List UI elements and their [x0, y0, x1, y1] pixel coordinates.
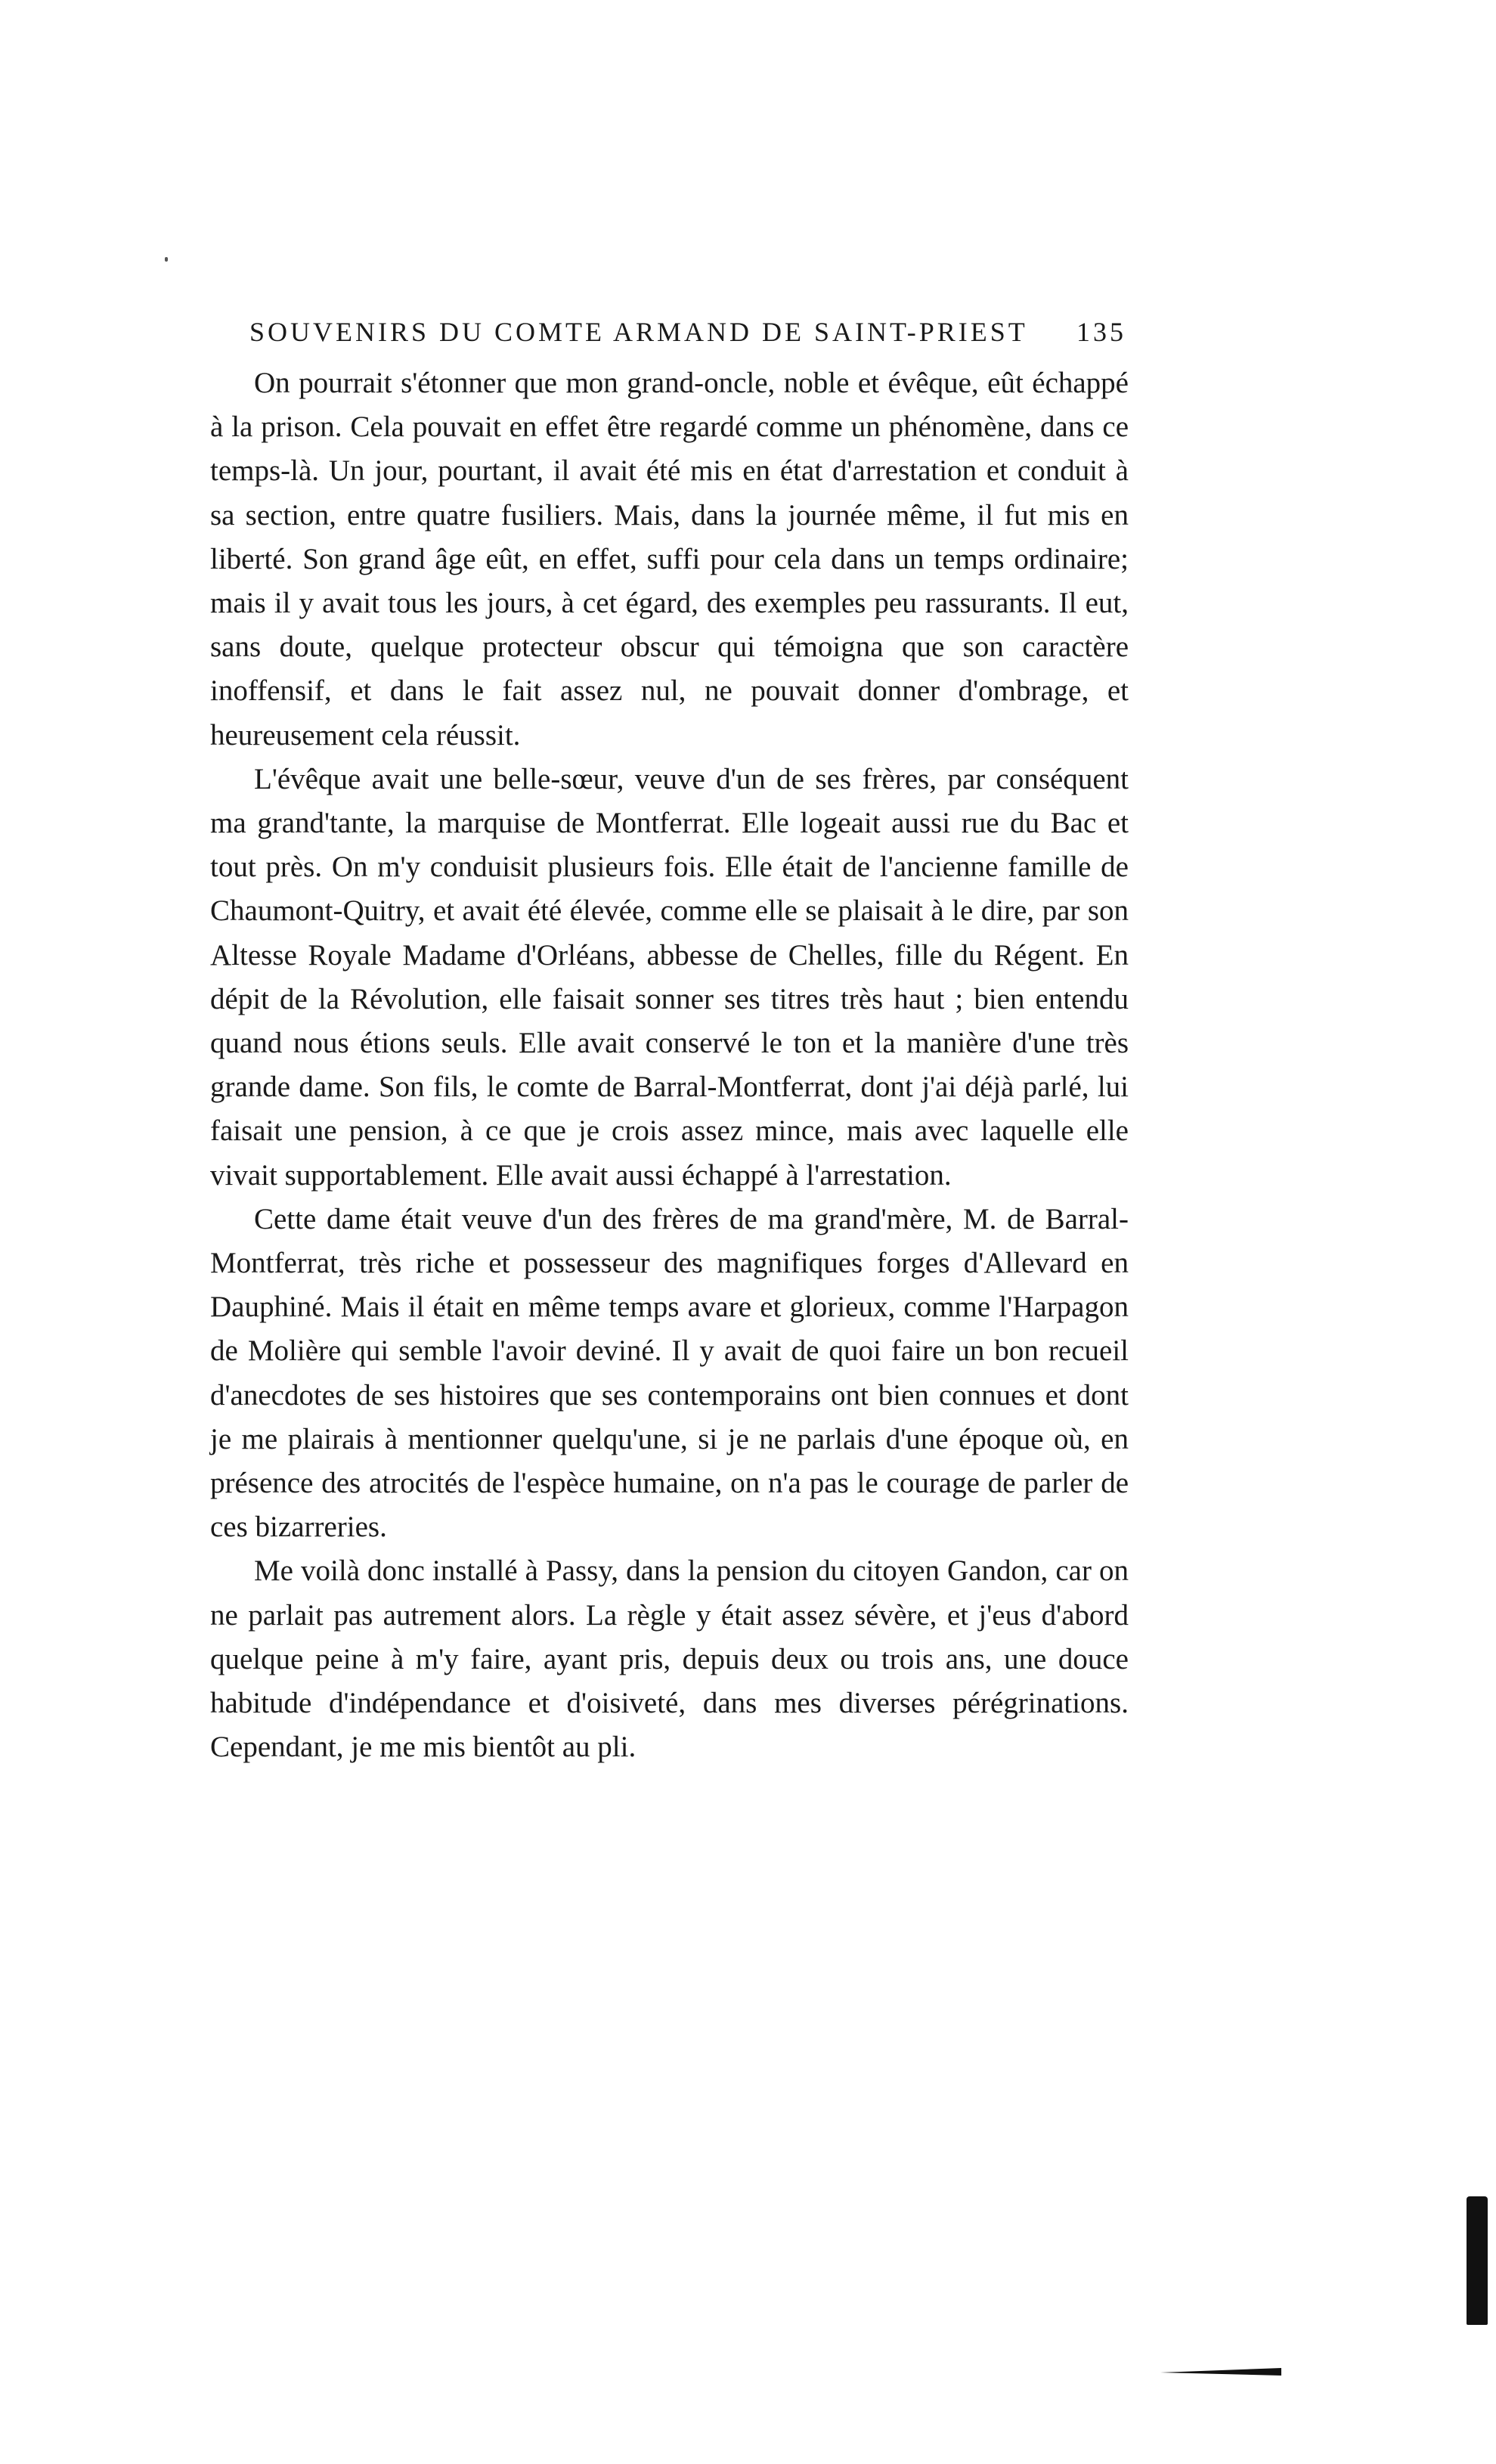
scan-arrow-mark	[1160, 2366, 1281, 2377]
paragraph-4: Me voilà donc installé à Passy, dans la pension du citoyen Gandon, car on ne parlait pas autrement alors. La règle y était assez sévère, et j'eus d'abord quelque peine à m'y faire, ayant pris, depuis deux ou trois ans, une douce habitude d'indépendance et d'oisiveté, dans mes diverses pérégrinations. Cependant, je me mis bientôt au pli.	[210, 1554, 1129, 1764]
page-number: 135	[1076, 317, 1126, 347]
body-text	[210, 361, 1129, 1770]
scan-edge-mark	[1467, 2196, 1488, 2325]
paragraph-3: Cette dame était veuve d'un des frères de ma grand'mère, M. de Barral-Montferrat, très riche et possesseur des magnifiques forges d'Allevard en Dauphiné. Mais il était en même temps avare et glorieux, comme l'Harpagon de Molière qui semble l'avoir deviné. Il y avait de quoi faire un bon recueil d'anecdotes de ses histoires que ses contemporains ont bien connues et dont je me plairais à mentionner quelqu'une, si je ne parlais d'une époque où, en présence des atrocités de l'espèce humaine, on n'a pas le courage de parler de ces bizarreries.	[210, 1202, 1129, 1544]
running-title: SOUVENIRS DU COMTE ARMAND DE SAINT-PRIEST	[249, 317, 1028, 347]
paragraph-2: L'évêque avait une belle-sœur, veuve d'un de ses frères, par conséquent ma grand'tante, la marquise de Montferrat. Elle logeait aussi rue du Bac et tout près. On m'y conduisit plusieurs fois. Elle était de l'ancienne famille de Chaumont-Quitry, et avait été élevée, comme elle se plaisait à le dire, par son Altesse Royale Madame d'Orléans, abbesse de Chelles, fille du Régent. En dépit de la Révolution, elle faisait sonner ses titres très haut ; bien entendu quand nous étions seuls. Elle avait conservé le ton et la manière d'une très grande dame. Son fils, le comte de Barral-Montferrat, dont j'ai déjà parlé, lui faisait une pension, à ce que je crois assez mince, mais avec laquelle elle vivait supportablement. Elle avait aussi échappé à l'arrestation.	[210, 762, 1129, 1192]
paragraph-1: On pourrait s'étonner que mon grand-oncle, noble et évêque, eût échappé à la prison. Cela pouvait en effet être regardé comme un phénomène, dans ce temps-là. Un jour, pourtant, il avait été mis en état d'arrestation et conduit à sa section, entre quatre fusiliers. Mais, dans la journée même, il fut mis en liberté. Son grand âge eût, en effet, suffi pour cela dans un temps ordinaire; mais il y avait tous les jours, à cet égard, des exemples peu rassurants. Il eut, sans doute, quelque protecteur obscur qui témoigna que son caractère inoffensif, et dans le fait assez nul, ne pouvait donner d'ombrage, et heureusement cela réussit.	[210, 367, 1129, 752]
ink-speck	[165, 257, 168, 262]
running-header	[249, 316, 1126, 348]
